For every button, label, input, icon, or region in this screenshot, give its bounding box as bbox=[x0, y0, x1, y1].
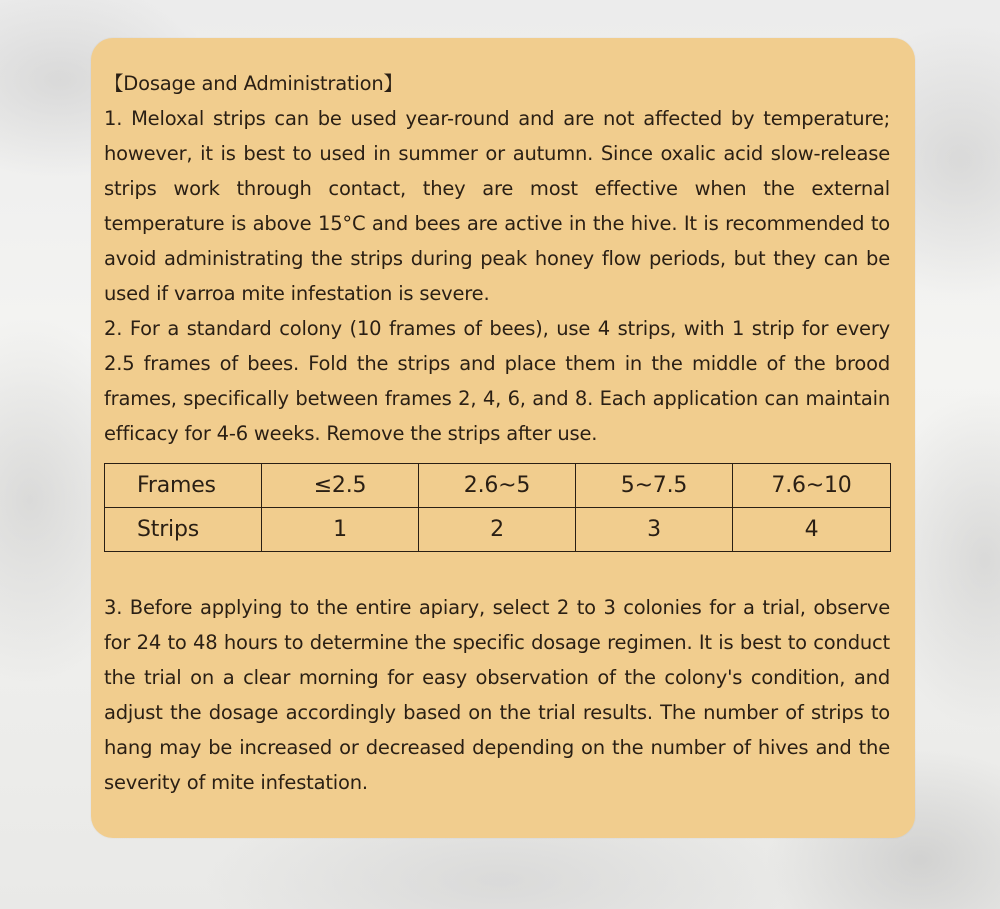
table-cell: 2 bbox=[419, 508, 576, 552]
instruction-paragraph-3: 3. Before applying to the entire apiary, select 2 to 3 colonies for a trial, observe for 24 to 48 hours to determine the specific dosage regimen. It is best to conduct the trial on a clear morning for easy observation of the colony's condition, and adjust the dosage accordingly based on the trial results. The number of strips to hang may be increased or decreased depending on the number of hives and the severity of mite infestation. bbox=[104, 596, 890, 794]
table-row-header: Strips bbox=[105, 508, 262, 552]
table-cell: ≤2.5 bbox=[262, 464, 419, 508]
instruction-paragraph-1: 1. Meloxal strips can be used year-round and are not affected by temperature; however, it is best to used in summer or autumn. Since oxalic acid slow-release strips work through contact, they are most effective when the external temperature is above 15°C and bees are active in the hive. It is recommended to avoid administrating the strips during peak honey flow periods, but they can be used if varroa mite infestation is severe. bbox=[104, 107, 890, 305]
dosage-content bbox=[104, 66, 890, 800]
table-row-header: Frames bbox=[105, 464, 262, 508]
table-row-frames bbox=[105, 464, 891, 508]
table-cell: 2.6~5 bbox=[419, 464, 576, 508]
dosage-card bbox=[91, 38, 915, 838]
table-cell: 3 bbox=[576, 508, 733, 552]
table-cell: 5~7.5 bbox=[576, 464, 733, 508]
table-cell: 7.6~10 bbox=[733, 464, 891, 508]
section-heading: 【Dosage and Administration】 bbox=[104, 72, 403, 95]
table-cell: 1 bbox=[262, 508, 419, 552]
instruction-paragraph-2: 2. For a standard colony (10 frames of bees), use 4 strips, with 1 strip for every 2.5 frames of bees. Fold the strips and place them in the middle of the brood frames, specifically between frames 2, 4, 6, and 8. Each application can maintain efficacy for 4-6 weeks. Remove the strips after use. bbox=[104, 317, 890, 445]
table-cell: 4 bbox=[733, 508, 891, 552]
dosage-table bbox=[104, 463, 891, 552]
table-row-strips bbox=[105, 508, 891, 552]
